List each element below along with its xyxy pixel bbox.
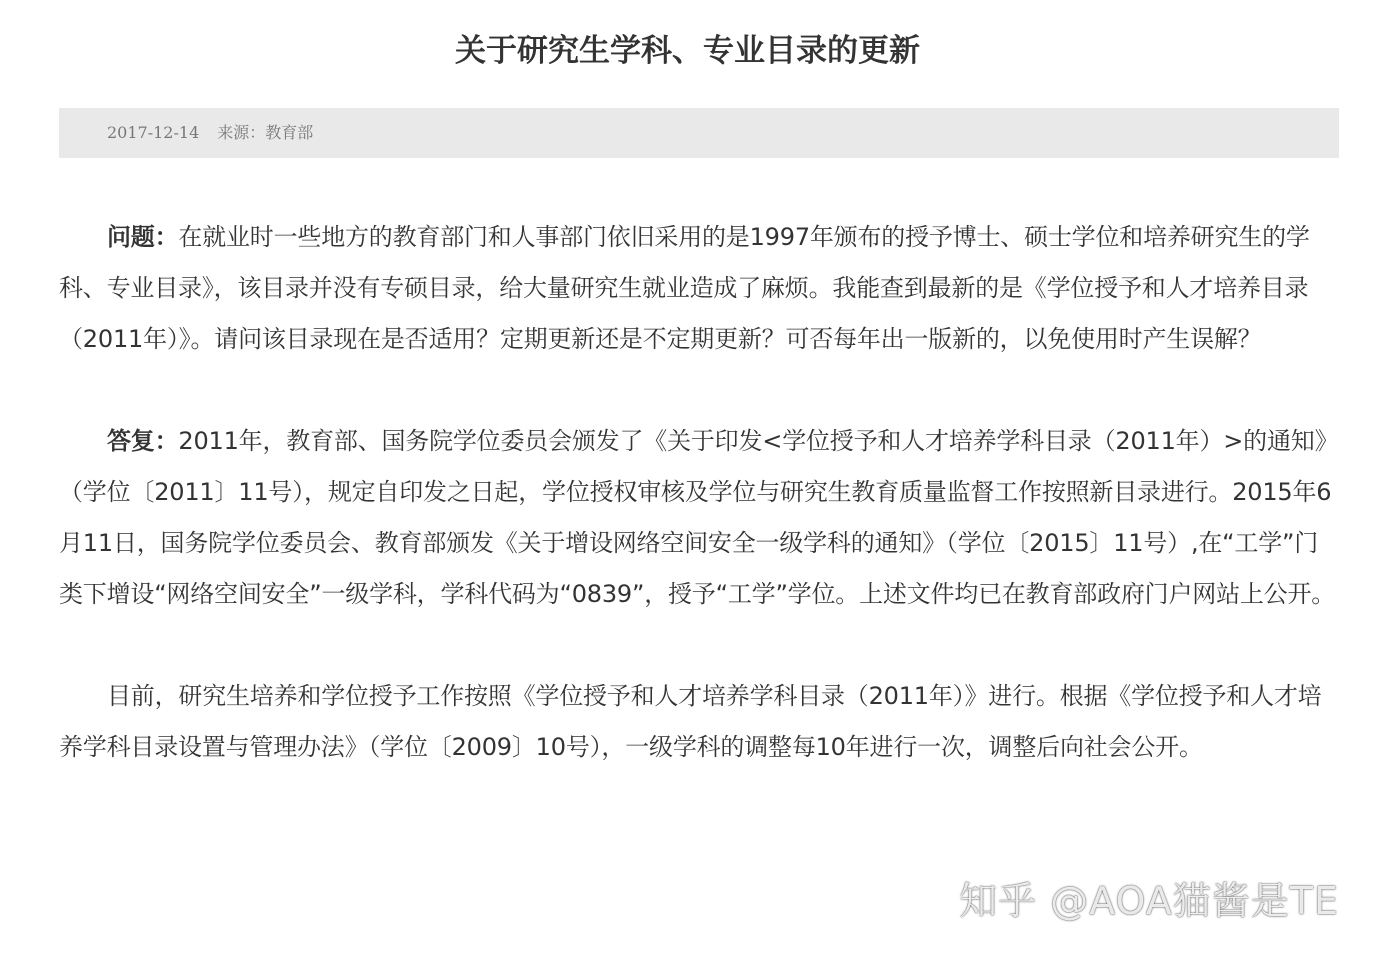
question-text: 在就业时一些地方的教育部门和人事部门依旧采用的是1997年颁布的授予博士、硕士学位和培养研究生的学科、专业目录》，该目录并没有专硕目录，给大量研究生就业造成了麻烦。我能查到最新的是《学位授予和人才培养目录（2011年）》。请问该目录现在是否适用？定期更新还是不定期更新？可否每年出一版新的，以免使用时产生误解？ [59,223,1310,353]
answer-label: 答复： [107,427,179,455]
article-meta-bar [59,108,1339,158]
answer-text: 2011年，教育部、国务院学位委员会颁发了《关于印发<学位授予和人才培养学科目录（2011年）>的通知》（学位〔2011〕11号），规定自印发之日起，学位授权审核及学位与研究生教育质量监督工作按照新目录进行。2015年6月11日，国务院学位委员会、教育部颁发《关于增设网络空间安全一级学科的通知》（学位〔2015〕11号）,在“工学”门类下增设“网络空间安全”一级学科，学科代码为“0839”，授予“工学”学位。上述文件均已在教育部政府门户网站上公开。 [59,427,1339,608]
question-label: 问题： [107,223,179,251]
page-title: 关于研究生学科、专业目录的更新 [455,33,920,69]
article-source: 来源：教育部 [217,123,314,142]
answer-paragraph [59,416,1339,620]
question-paragraph [59,212,1339,365]
zhihu-watermark: 知乎 @AOA猫酱是TE [959,879,1339,923]
current-status-paragraph: 目前，研究生培养和学位授予工作按照《学位授予和人才培养学科目录（2011年）》进行。根据《学位授予和人才培养学科目录设置与管理办法》（学位〔2009〕10号），一级学科的调整每10年进行一次，调整后向社会公开。 [59,682,1322,761]
article-body [59,212,1339,773]
publish-date: 2017-12-14 [107,123,200,142]
